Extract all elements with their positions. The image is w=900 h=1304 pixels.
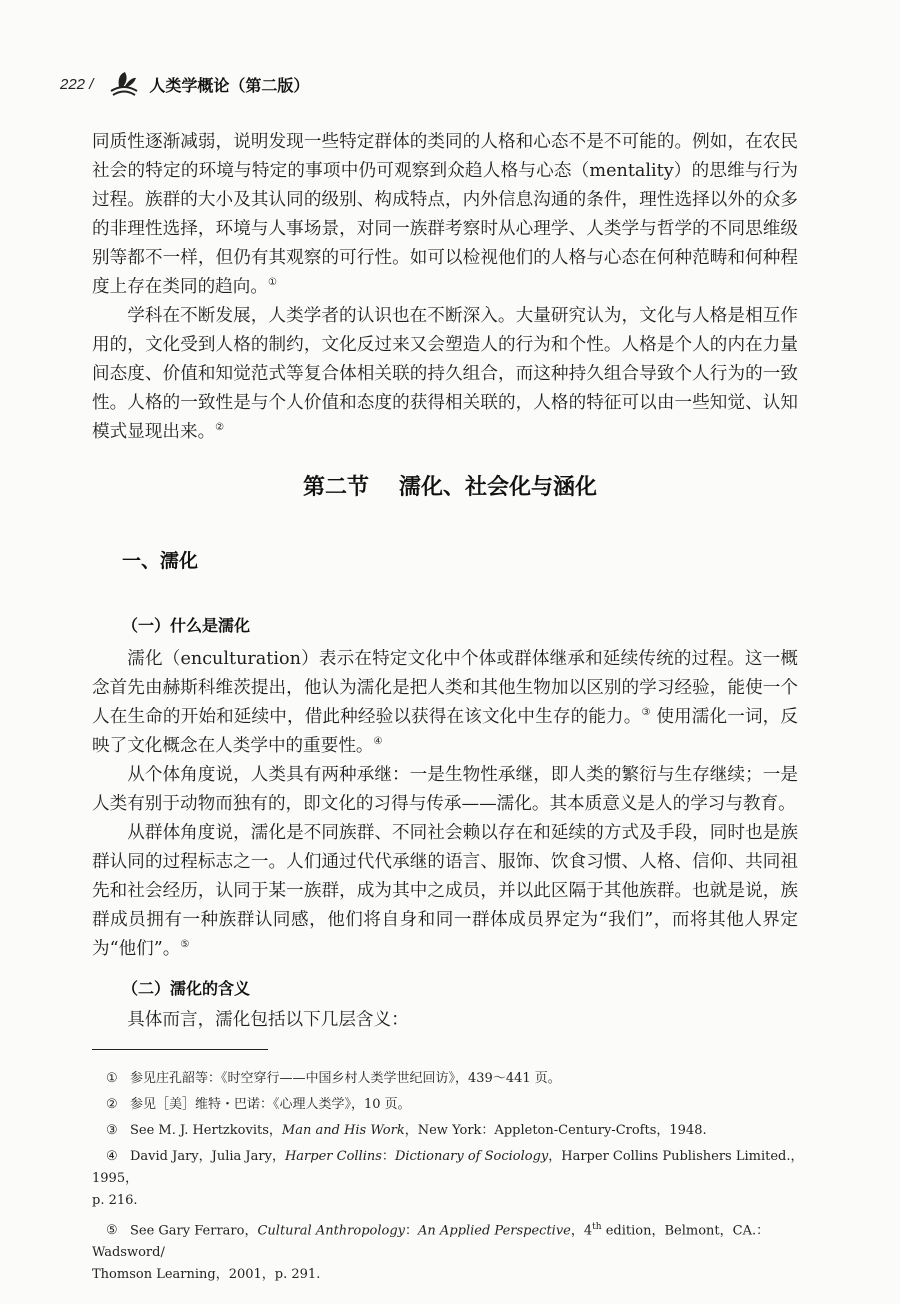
- footnote-ref[interactable]: ①: [267, 277, 277, 289]
- section-name: 濡化、社会化与涵化: [399, 475, 598, 500]
- subsection-heading: 一、濡化: [122, 550, 199, 572]
- running-header: [60, 68, 309, 100]
- book-logo-icon: [107, 69, 141, 99]
- paragraph: 从个体角度说，人类具有两种承继：一是生物性承继，即人类的繁衍与生存继续；一是人类有别于动物而独有的，即文化的习得与传承——濡化。其本质意义是人的学习与教育。: [92, 765, 798, 814]
- section-number: 第二节: [302, 475, 369, 500]
- section-title: [0, 470, 900, 501]
- footnote: ③ See M. J. Hertzkovits，Man and His Work，New York：Appleton-Century-Crofts，1948.: [106, 1123, 707, 1138]
- book-title: 人类学概论（第二版）: [149, 75, 310, 95]
- footnote: ⑤ See Gary Ferraro，Cultural Anthropology：An Applied Perspective，4th edition，Belmont，CA.：Wadsword/ Thomson Learning，2001，p. 291.: [92, 1222, 770, 1283]
- footnote-ref[interactable]: ②: [215, 422, 225, 434]
- paragraph: 具体而言，濡化包括以下几层含义：: [127, 1010, 409, 1030]
- footnote: ② 参见［美］维特・巴诺：《心理人类学》，10 页。: [106, 1097, 411, 1112]
- footnote: ④ David Jary，Julia Jary，Harper Collins：Dictionary of Sociology，Harper Collins Publishers Limited.，1995， p. 216.: [92, 1149, 804, 1208]
- paragraph: 同质性逐渐减弱，说明发现一些特定群体的类同的人格和心态不是不可能的。例如，在农民社会的特定的环境与特定的事项中仍可观察到众趋人格与心态（mentality）的思维与行为过程。族群的大小及其认同的级别、构成特点，内外信息沟通的条件，理性选择以外的众多的非理性选择，环境与人事场景，对同一族群考察时从心理学、人类学与哲学的不同思维级别等都不一样，但仍有其观察的可行性。如可以检视他们的人格与心态在何种范畴和何种程度上存在类同的趋向。①: [92, 132, 798, 297]
- footnote-ref[interactable]: ③: [641, 707, 651, 719]
- paragraph: 学科在不断发展，人类学者的认识也在不断深入。大量研究认为，文化与人格是相互作用的，文化受到人格的制约，文化反过来又会塑造人的行为和个性。人格是个人的内在力量间态度、价值和知觉范式等复合体相关联的持久组合，而这种持久组合导致个人行为的一致性。人格的一致性是与个人价值和态度的获得相关联的，人格的特征可以由一些知觉、认知模式显现出来。②: [92, 306, 798, 442]
- footnote-ref[interactable]: ④: [373, 736, 383, 748]
- footnotes: [92, 1068, 812, 1290]
- paragraph: 濡化（enculturation）表示在特定文化中个体或群体继承和延续传统的过程。这一概念首先由赫斯科维茨提出，他认为濡化是把人类和其他生物加以区别的学习经验，能使一个人在生命的开始和延续中，借此种经验以获得在该文化中生存的能力。③ 使用濡化一词，反映了文化概念在人类学中的重要性。④: [92, 649, 799, 756]
- part2-text-block: [92, 1006, 798, 1035]
- paragraph: 从群体角度说，濡化是不同族群、不同社会赖以存在和延续的方式及手段，同时也是族群认同的过程标志之一。人们通过代代承继的语言、服饰、饮食习惯、人格、信仰、共同祖先和社会经历，认同于某一族群，成为其中之成员，并以此区隔于其他族群。也就是说，族群成员拥有一种族群认同感，他们将自身和同一群体成员界定为“我们”，而将其他人界定为“他们”。⑤: [92, 823, 798, 959]
- footnote: ① 参见庄孔韶等：《时空穿行——中国乡村人类学世纪回访》，439～441 页。: [106, 1071, 561, 1086]
- footnote-divider: [92, 1049, 268, 1050]
- part1-text-block: [92, 645, 798, 964]
- top-text-block: [92, 128, 798, 447]
- part-heading: （一）什么是濡化: [122, 616, 251, 635]
- page-number: 222 /: [60, 75, 94, 93]
- footnote-ref[interactable]: ⑤: [180, 939, 190, 951]
- part-heading: （二）濡化的含义: [122, 979, 251, 998]
